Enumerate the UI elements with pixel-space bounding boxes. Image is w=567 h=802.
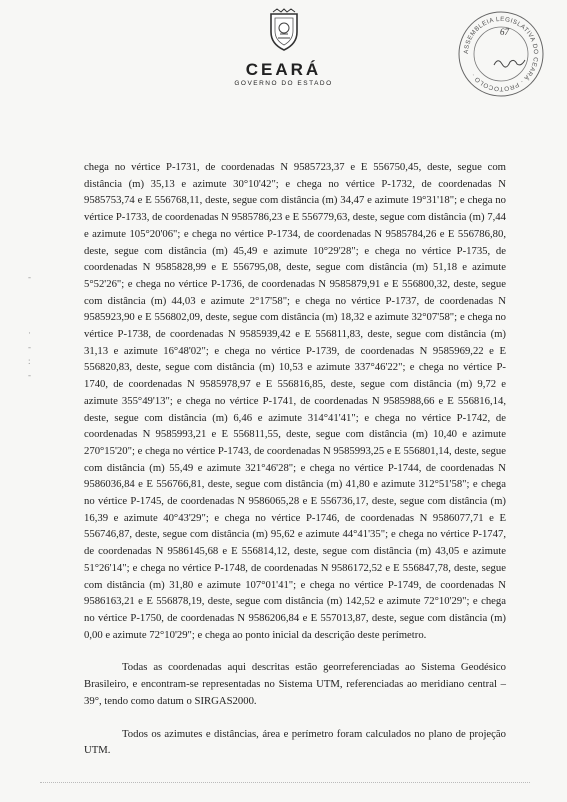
projection-paragraph: Todos os azimutes e distâncias, área e perímetro foram calculados no plano de projeção UTM. [84, 727, 506, 757]
government-subtitle: GOVERNO DO ESTADO [234, 80, 333, 87]
state-crest-icon [267, 8, 301, 52]
state-name: CEARÁ [245, 60, 322, 79]
margin-marks: - · - : - [28, 272, 31, 380]
georeference-paragraph: Todas as coordenadas aqui descritas estão georreferenciadas ao Sistema Geodésico Brasileiro, e encontram-se representadas no Sistema UTM, referenciadas ao meridiano central – 39°, tendo como datum o SIRGAS2000. [84, 661, 506, 707]
perimeter-description-paragraph: chega no vértice P-1731, de coordenadas N 9585723,37 e E 556750,45, deste, segue com distância (m) 35,13 e azimute 30°10'42"; e chega no vértice P-1732, de coordenadas N 9585753,74 e E 556768,11, deste, segue com distância (m) 34,47 e azimute 19°31'18"; e chega no vértice P-1733, de coordenadas N 9585786,23 e E 556779,63, deste, segue com distância (m) 7,44 e azimute 105°20'06"; e chega no vértice P-1734, de coordenadas N 9585784,26 e E 556786,80, deste, segue com distância (m) 45,49 e azimute 10°29'28"; e chega no vértice P-1735, de coordenadas N 9585828,99 e E 556795,08, deste, segue com distância (m) 51,18 e azimute 5°52'26"; e chega no vértice P-1736, de coordenadas N 9585879,91 e E 556800,32, deste, segue com distância (m) 44,03 e azimute 2°17'58"; e chega no vértice P-1737, de coordenadas N 9585923,90 e E 556802,09, deste, segue com distância (m) 18,32 e azimute 32°07'58"; e chega no vértice P-1738, de coordenadas N 9585939,42 e E 556811,83, deste, segue com distância (m) 31,13 e azimute 16°48'02"; e chega no vértice P-1739, de coordenadas N 9585969,22 e E 556820,83, deste, segue com distância (m) 10,53 e azimute 337°46'22"; e chega no vértice P-1740, de coordenadas N 9585978,97 e E 556816,85, deste, segue com distância (m) 9,72 e azimute 355°49'13"; e chega no vértice P-1741, de coordenadas N 9585988,66 e E 556816,14, deste, segue com distância (m) 6,46 e azimute 314°41'41"; e chega no vértice P-1742, de coordenadas N 9585993,21 e E 556811,55, deste, segue com distância (m) 10,40 e azimute 270°15'20"; e chega no vértice P-1743, de coordenadas N 9585993,25 e E 556801,14, deste, segue com distância (m) 55,49 e azimute 321°46'28"; e chega no vértice P-1744, de coordenadas N 9586036,84 e E 556766,81, deste, segue com distância (m) 41,80 e azimute 312°51'58"; e chega no vértice P-1745, de coordenadas N 9586065,28 e E 556736,17, deste, segue com distância (m) 16,39 e azimute 40°43'29"; e chega no vértice P-1746, de coordenadas N 9586077,71 e E 556746,87, deste, segue com distância (m) 95,62 e azimute 44°41'35"; e chega no vértice P-1747, de coordenadas N 9586145,68 e E 556814,12, deste, segue com distância (m) 43,05 e azimute 51°26'14"; e chega no vértice P-1748, de coordenadas N 9586172,52 e E 556847,78, deste, segue com distância (m) 31,80 e azimute 107°01'41"; e chega no vértice P-1749, de coordenadas N 9586163,21 e E 556878,19, deste, segue com distância (m) 142,52 e azimute 72°10'29"; e chega no vértice P-1750, de coordenadas N 9586206,84 e E 557013,87, deste, segue com distância (m) 0,00 e azimute 72°10'29"; e chega ao ponto inicial da descrição deste perímetro. [84, 161, 506, 641]
stamp-number: 67 [500, 27, 509, 37]
protocol-stamp [456, 10, 546, 98]
document-body [84, 159, 506, 759]
scan-edge-line [40, 782, 530, 783]
stamp-ring-text: ASSEMBLEIA LEGISLATIVA DO CEARÁ · PROTOCOLO · [462, 15, 540, 93]
handwritten-signature [492, 55, 527, 69]
